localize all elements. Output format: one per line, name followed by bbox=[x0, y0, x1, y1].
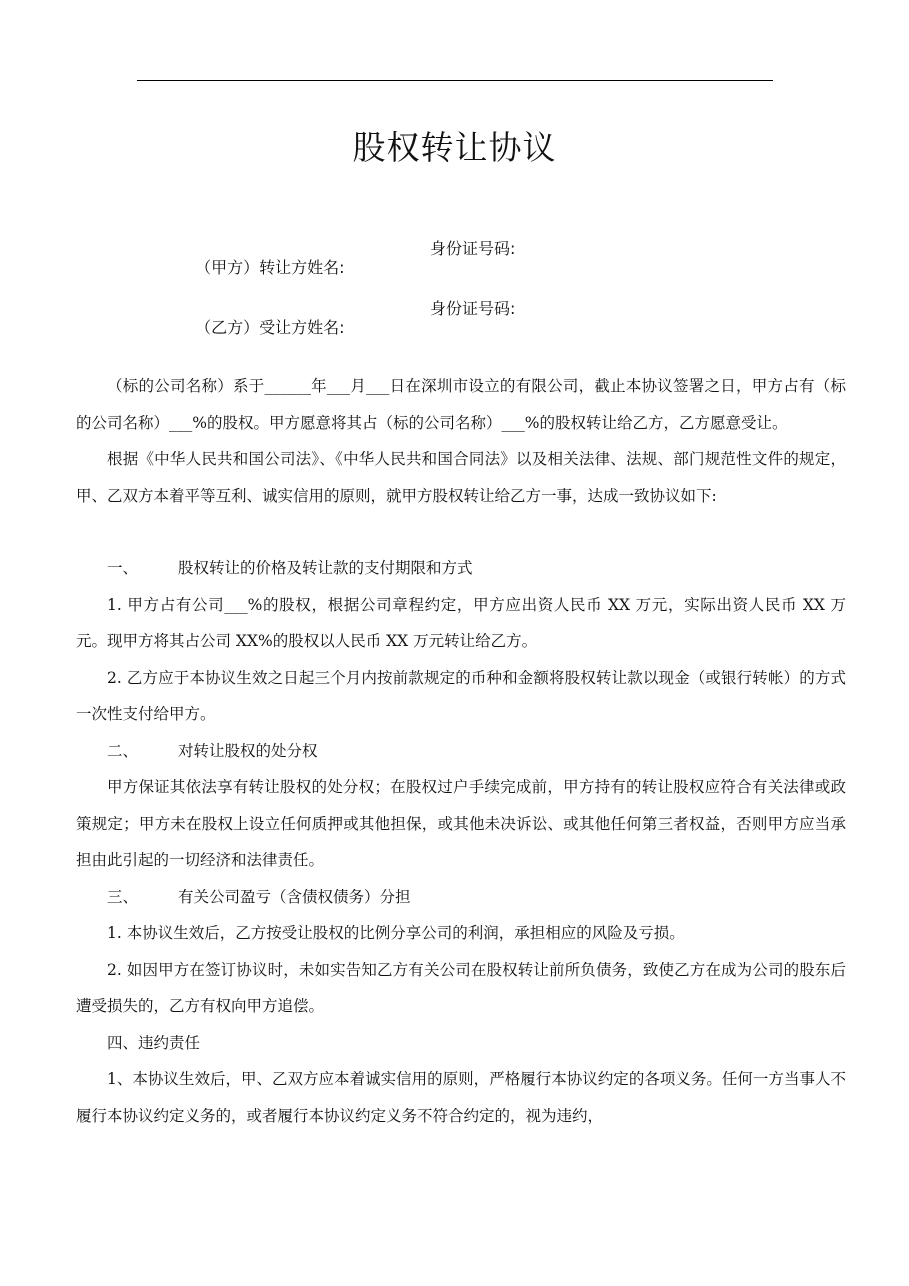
section-2-heading bbox=[76, 733, 846, 770]
party-b-label: （乙方）受让方姓名: bbox=[195, 318, 345, 337]
section-3-clause-2: 2. 如因甲方在签订协议时，未如实告知乙方有关公司在股权转让前所负债务，致使乙方在成为公司的股东后遭受损失的，乙方有权向甲方追偿。 bbox=[76, 960, 846, 1015]
section-4-clause-1: 1、本协议生效后，甲、乙双方应本着诚实信用的原则，严格履行本协议约定的各项义务。任何一方当事人不履行本协议约定义务的，或者履行本协议约定义务不符合约定的，视为违约， bbox=[76, 1070, 846, 1125]
document-body bbox=[76, 368, 846, 1134]
section-1-title: 股权转让的价格及转让款的支付期限和方式 bbox=[178, 559, 473, 577]
section-1-clause-1: 1. 甲方占有公司___%的股权，根据公司章程约定，甲方应出资人民币 XX 万元，实际出资人民币 XX 万元。现甲方将其占公司 XX%的股权以人民币 XX 万元转让给乙方。 bbox=[76, 595, 846, 650]
section-3-heading bbox=[76, 879, 846, 916]
party-b-id-label: 身份证号码: bbox=[430, 299, 516, 318]
intro-paragraph-2: 根据《中华人民共和国公司法》、《中华人民共和国合同法》以及相关法律、法规、部门规范性文件的规定，甲、乙双方本着平等互利、诚实信用的原则，就甲方股权转让给乙方一事，达成一致协议如下: bbox=[76, 450, 846, 505]
section-4-heading: 四、违约责任 bbox=[107, 1033, 201, 1052]
section-2-number: 二、 bbox=[107, 741, 139, 760]
section-2-title: 对转让股权的处分权 bbox=[178, 741, 318, 760]
party-a-line bbox=[185, 236, 516, 297]
section-1-number: 一、 bbox=[107, 559, 139, 577]
section-3-number: 三、 bbox=[107, 887, 139, 906]
header-rule bbox=[137, 80, 773, 81]
section-3-clause-1: 1. 本协议生效后，乙方按受让股权的比例分享公司的利润，承担相应的风险及亏损。 bbox=[107, 924, 685, 942]
document-title: 股权转让协议 bbox=[352, 128, 557, 167]
intro-paragraph-1: （标的公司名称）系于______年___月___日在深圳市设立的有限公司，截止本协议签署之日，甲方占有（标的公司名称）___%的股权。甲方愿意将其占（标的公司名称）___%的股权转让给乙方，乙方愿意受让。 bbox=[76, 377, 846, 432]
party-b-line bbox=[185, 296, 516, 357]
section-3-title: 有关公司盈亏（含债权债务）分担 bbox=[178, 887, 411, 906]
section-2-clause-1: 甲方保证其依法享有转让股权的处分权；在股权过户手续完成前，甲方持有的转让股权应符合有关法律或政策规定；甲方未在股权上设立任何质押或其他担保，或其他未决诉讼、或其他任何第三者权益，否则甲方应当承担由此引起的一切经济和法律责任。 bbox=[76, 778, 846, 869]
spacer bbox=[76, 514, 846, 550]
section-1-clause-2: 2. 乙方应于本协议生效之日起三个月内按前款规定的币种和金额将股权转让款以现金（或银行转帐）的方式一次性支付给甲方。 bbox=[76, 668, 846, 723]
party-a-id-label: 身份证号码: bbox=[430, 239, 516, 258]
section-1-heading bbox=[76, 550, 846, 587]
party-a-label: （甲方）转让方姓名: bbox=[195, 258, 345, 277]
